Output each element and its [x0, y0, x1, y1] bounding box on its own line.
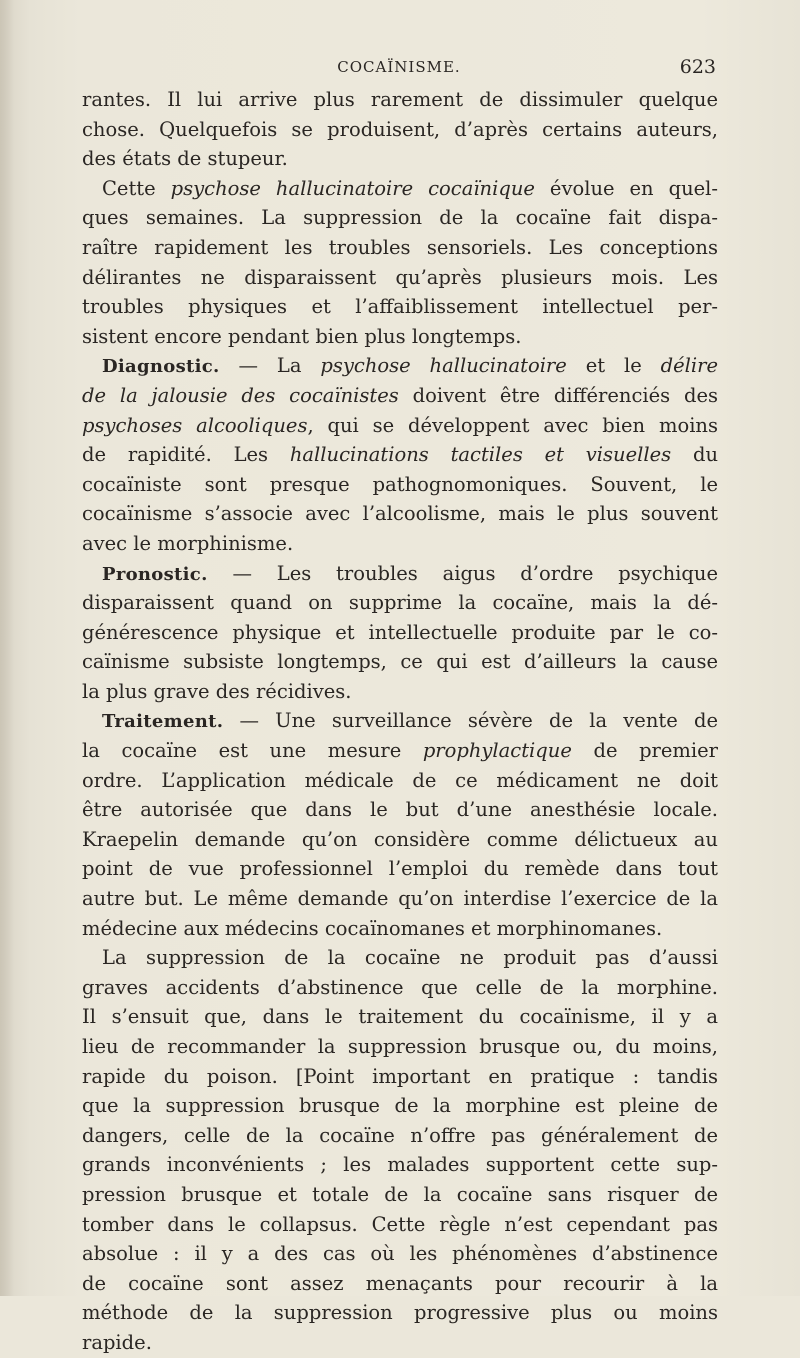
- text-segment: évolue en quel-: [534, 176, 718, 200]
- text-segment: lieu de recommander la suppression brusque ou, du moins,: [82, 1035, 718, 1058]
- text-line: [82, 1239, 718, 1269]
- text-line: [82, 1062, 718, 1092]
- text-segment: La suppression de la cocaïne ne produit pas d’aussi: [102, 946, 718, 970]
- text-segment: de premier: [571, 739, 718, 763]
- text-segment: du: [671, 443, 718, 467]
- page-spine-shadow: [0, 0, 14, 1296]
- text-segment: Cette: [102, 176, 171, 200]
- text-segment: Il s’ensuit que, dans le traitement du cocaïnisme, il y a: [82, 1005, 718, 1029]
- section-heading: Traitement.: [102, 711, 224, 733]
- text-segment: cocaïnisme s’associe avec l’alcoolisme, mais le plus souvent: [82, 502, 718, 526]
- text-line: [82, 263, 718, 293]
- text-line: [82, 766, 718, 796]
- text-line: [82, 647, 718, 677]
- text-segment: tomber dans le collapsus. Cette règle n’est cependant pas: [82, 1212, 718, 1236]
- text-segment: dangers, celle de la cocaïne n’offre pas généralement de: [82, 1123, 718, 1147]
- text-segment: troubles physiques et l’affaiblissement intellectuel per-: [82, 295, 718, 319]
- text-segment: — Une surveillance sévère de la vente de: [223, 709, 718, 733]
- text-line: [82, 884, 718, 914]
- text-segment: absolue : il y a des cas où les phénomènes d’abstinence: [82, 1242, 718, 1266]
- text-segment: Kraepelin demande qu’on considère comme délictueux au: [82, 827, 718, 851]
- text-segment: ques semaines. La suppression de la cocaïne fait dispa-: [82, 206, 718, 230]
- text-segment: autre but. Le même demande qu’on interdise l’exercice de la: [82, 887, 718, 911]
- text-segment: doivent être différenciés des: [398, 383, 718, 407]
- text-segment: — La: [219, 354, 321, 378]
- text-line: [82, 1328, 718, 1358]
- section-heading: Pronostic.: [102, 563, 208, 585]
- text-segment: générescence physique et intellectuelle produite par le co-: [82, 620, 718, 644]
- running-title: COCAÏNISME.: [337, 58, 461, 76]
- text-segment: — Les troubles aigus d’ordre psychique: [207, 561, 718, 585]
- italic-text: hallucinations tactiles et visuelles: [289, 443, 672, 467]
- text-line: [82, 411, 718, 441]
- text-line: [82, 914, 718, 944]
- text-line: [82, 795, 718, 825]
- text-segment: rapide du poison. [Point important en pratique : tandis: [82, 1064, 718, 1088]
- text-segment: cocaïniste sont presque pathognomoniques. Souvent, le: [82, 472, 718, 496]
- text-line: [82, 1210, 718, 1240]
- text-line: [82, 203, 718, 233]
- text-segment: la cocaïne est une mesure: [82, 739, 423, 763]
- text-segment: graves accidents d’abstinence que celle de la morphine.: [82, 975, 718, 999]
- text-segment: délirantes ne disparaissent qu’après plusieurs mois. Les: [82, 265, 718, 289]
- text-line: [82, 559, 718, 589]
- text-segment: chose. Quelquefois se produisent, d’après certains auteurs,: [82, 117, 718, 141]
- text-line: [82, 854, 718, 884]
- section-heading: Diagnostic.: [102, 356, 220, 378]
- text-line: [82, 825, 718, 855]
- italic-text: de la jalousie des cocaïnistes: [82, 383, 399, 407]
- text-line: [82, 499, 718, 529]
- text-segment: grands inconvénients ; les malades supportent cette sup-: [82, 1153, 718, 1177]
- text-line: [82, 736, 718, 766]
- text-segment: de rapidité. Les: [82, 443, 290, 467]
- text-line: [82, 618, 718, 648]
- text-line: [82, 233, 718, 263]
- text-line: [82, 1269, 718, 1299]
- page-header: [82, 56, 716, 80]
- text-line: [82, 677, 718, 707]
- text-line: [82, 529, 718, 559]
- text-line: [82, 115, 718, 145]
- text-line: [82, 144, 718, 174]
- text-line: [82, 85, 718, 115]
- text-segment: et le: [566, 354, 661, 378]
- text-segment: de cocaïne sont assez menaçants pour recourir à la: [82, 1271, 718, 1295]
- body-text: [82, 85, 718, 1358]
- text-segment: être autorisée que dans le but d’une anesthésie locale.: [82, 798, 718, 822]
- text-segment: avec le morphinisme.: [82, 531, 294, 555]
- text-segment: la plus grave des récidives.: [82, 679, 352, 703]
- italic-text: psychoses alcooliques: [82, 413, 308, 437]
- text-line: [82, 1002, 718, 1032]
- text-line: [82, 1121, 718, 1151]
- text-segment: caïnisme subsiste longtemps, ce qui est d’ailleurs la cause: [82, 650, 718, 674]
- text-line: [82, 1091, 718, 1121]
- text-line: [82, 1298, 718, 1328]
- text-segment: méthode de la suppression progressive plus ou moins: [82, 1301, 718, 1325]
- text-segment: , qui se développent avec bien moins: [307, 413, 718, 437]
- page-number: 623: [679, 56, 716, 78]
- text-segment: rantes. Il lui arrive plus rarement de dissimuler quelque: [82, 88, 718, 111]
- italic-text: psychose hallucinatoire cocaïnique: [170, 176, 535, 200]
- text-segment: sistent encore pendant bien plus longtemps.: [82, 324, 522, 348]
- text-line: [82, 322, 718, 352]
- italic-text: psychose hallucinatoire: [320, 354, 567, 378]
- text-line: [82, 1150, 718, 1180]
- text-line: [82, 1032, 718, 1062]
- text-line: [82, 470, 718, 500]
- text-segment: disparaissent quand on supprime la cocaïne, mais la dé-: [82, 591, 718, 615]
- text-segment: raître rapidement les troubles sensoriels. Les conceptions: [82, 235, 718, 259]
- text-segment: médecine aux médecins cocaïnomanes et morphinomanes.: [82, 916, 663, 940]
- text-segment: pression brusque et totale de la cocaïne sans risquer de: [82, 1182, 718, 1206]
- text-line: [82, 706, 718, 736]
- text-line: [82, 174, 718, 204]
- text-line: [82, 292, 718, 322]
- text-segment: des états de stupeur.: [82, 147, 288, 171]
- text-segment: que la suppression brusque de la morphine est pleine de: [82, 1094, 718, 1118]
- italic-text: délire: [660, 354, 718, 378]
- text-segment: rapide.: [82, 1330, 152, 1354]
- text-line: [82, 943, 718, 973]
- text-line: [82, 1180, 718, 1210]
- text-segment: point de vue professionnel l’emploi du remède dans tout: [82, 857, 718, 881]
- text-line: [82, 588, 718, 618]
- italic-text: prophylactique: [422, 739, 572, 763]
- text-line: [82, 351, 718, 381]
- text-line: [82, 973, 718, 1003]
- text-line: [82, 440, 718, 470]
- text-segment: ordre. L’application médicale de ce médicament ne doit: [82, 768, 718, 792]
- text-line: [82, 381, 718, 411]
